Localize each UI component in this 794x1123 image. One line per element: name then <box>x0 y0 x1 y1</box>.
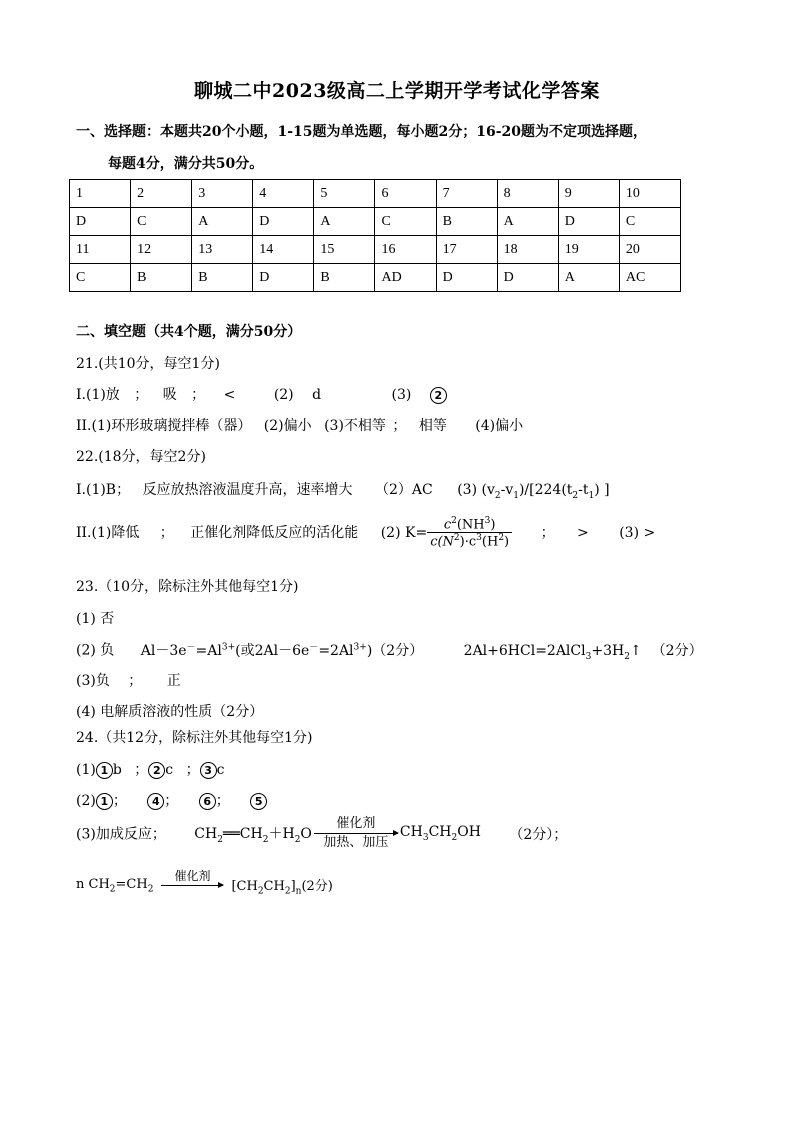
sup: 3+ <box>353 642 367 652</box>
question-number-cell: 6 <box>375 180 436 208</box>
q21-2-e: 相等 <box>418 418 447 434</box>
t: ] <box>290 878 296 894</box>
sub: 2 <box>147 884 154 895</box>
q22-2-b: ； <box>159 524 174 541</box>
circled-number: 1 <box>96 793 113 810</box>
answer-cell: C <box>375 208 436 236</box>
q22-2-e: ； <box>540 524 555 541</box>
sub: 2 <box>624 651 630 662</box>
q21-2-c: (3)不相等 <box>324 418 386 434</box>
sub: 2 <box>257 886 264 897</box>
q24-line-2 <box>76 790 267 810</box>
t: (或2Al－6e <box>235 642 310 659</box>
answer-cell: B <box>192 264 253 292</box>
question-number-cell: 13 <box>192 236 253 264</box>
sup: 3 <box>476 533 482 544</box>
t: （2分） <box>651 642 703 659</box>
sub: 2 <box>217 834 223 845</box>
q22-1-c: （2）AC <box>375 482 433 498</box>
sub: 2 <box>494 490 501 501</box>
sup: 2 <box>498 533 505 544</box>
question-number-cell: 4 <box>253 180 314 208</box>
q24-line-3 <box>76 816 567 851</box>
q21-1-b: ； <box>134 387 149 403</box>
q23-line-3 <box>76 670 181 690</box>
t: CH <box>428 824 452 841</box>
t: c <box>165 762 174 778</box>
question-number-cell: 5 <box>314 180 375 208</box>
t: [CH <box>231 878 258 894</box>
answer-cell: C <box>131 208 192 236</box>
q22-1-a: I.(1)B； <box>76 482 131 498</box>
arrow-spacer <box>161 887 223 903</box>
arrow-icon <box>161 885 223 886</box>
sup: － <box>309 642 319 652</box>
answer-cell: AC <box>619 264 680 292</box>
answer-cell: A <box>497 208 558 236</box>
t: ； <box>215 793 230 809</box>
t: O <box>300 825 312 842</box>
equilibrium-constant-fraction <box>427 516 512 550</box>
t: Al－3e <box>140 642 187 659</box>
question-number-cell: 12 <box>131 236 192 264</box>
sub: 2 <box>572 490 579 501</box>
q22-1-g-text: -t <box>578 482 589 498</box>
answer-cell: B <box>436 208 497 236</box>
t: ； <box>164 793 179 809</box>
question-number-row <box>70 236 681 264</box>
t: n CH <box>76 876 110 892</box>
q21-header: 21.(共10分，每空1分) <box>76 356 220 372</box>
sup: 3 <box>484 516 491 526</box>
q24-1-a: (1) <box>76 762 96 778</box>
question-number-cell: 10 <box>619 180 680 208</box>
polymerization-reactant <box>76 876 154 895</box>
ethene-hydration-equation <box>194 825 312 845</box>
section-1-line-2: 每题4分，满分共50分。 <box>108 156 264 172</box>
question-number-cell: 18 <box>497 236 558 264</box>
circled-number: 3 <box>200 762 217 779</box>
q21-line-2 <box>76 415 523 435</box>
q21-2-d: ； <box>392 418 407 434</box>
sub: 1 <box>588 490 595 501</box>
t: CH <box>399 824 423 841</box>
q22-2-a: II.(1)降低 <box>76 524 140 541</box>
q22-1-f-text: )/[224(t <box>518 482 573 498</box>
t: =2Al <box>318 642 354 659</box>
sub: 2 <box>294 834 301 845</box>
q21-1-a: I.(1)放 <box>76 387 120 403</box>
answer-row <box>70 264 681 292</box>
answer-cell: D <box>497 264 558 292</box>
q21-1-c: 吸 <box>162 387 177 403</box>
question-number-cell: 15 <box>314 236 375 264</box>
answer-cell: D <box>436 264 497 292</box>
q21-2-a: II.(1)环形玻璃搅拌棒（器） <box>76 418 252 434</box>
q21-1-e: < <box>223 387 236 403</box>
q21-line-1 <box>76 384 447 404</box>
sup: 3+ <box>221 642 236 652</box>
circled-number: 2 <box>148 762 165 779</box>
question-number-cell: 8 <box>497 180 558 208</box>
sup: 2 <box>451 516 457 526</box>
question-number-row <box>70 180 681 208</box>
t: CH <box>194 825 218 842</box>
circled-number: 5 <box>250 793 267 810</box>
q24-3-a: (3)加成反应； <box>76 826 166 843</box>
q21-1-h: (3) <box>391 387 412 403</box>
reaction-arrow <box>314 816 398 851</box>
question-number-cell: 14 <box>253 236 314 264</box>
q23-3-a: (3)负 <box>76 673 110 689</box>
circled-number: 2 <box>430 387 447 404</box>
den-rest: (H <box>481 534 499 550</box>
t: +3H <box>591 642 625 659</box>
den-end: ) <box>504 534 510 550</box>
q23-line-4: (4) 电解质溶液的性质（2分） <box>76 704 264 720</box>
num-c: c <box>443 517 452 533</box>
question-number-cell: 11 <box>70 236 131 264</box>
q22-2-c: 正催化剂降低反应的活化能 <box>190 524 359 541</box>
answer-cell: A <box>314 208 375 236</box>
q23-header: 23.（10分，除标注外其他每空1分) <box>76 579 299 595</box>
answer-cell: D <box>253 264 314 292</box>
q21-2-b: (2)偏小 <box>263 418 312 434</box>
q21-1-f: (2) <box>273 387 294 403</box>
circled-number: 4 <box>147 793 164 810</box>
sub: 1 <box>513 490 519 501</box>
sub: 3 <box>585 651 592 662</box>
t: b <box>112 762 122 778</box>
q23-line-1: (1) 否 <box>76 611 115 627</box>
q21-1-g: d <box>312 387 322 403</box>
t: ； <box>185 762 200 778</box>
fraction-numerator <box>427 516 512 533</box>
q22-1-d-text: (3) (v <box>457 482 495 498</box>
page-title: 聊城二中2023级高二上学期开学考试化学答案 <box>194 80 600 102</box>
answer-table <box>69 179 681 292</box>
t: (2分) <box>301 878 333 894</box>
t: ； <box>134 762 149 778</box>
t: CH <box>263 878 285 894</box>
q24-line-1 <box>76 759 224 779</box>
question-number-cell: 3 <box>192 180 253 208</box>
circled-number: 6 <box>199 793 216 810</box>
q22-header: 22.(18分，每空2分) <box>76 449 206 465</box>
question-number-cell: 17 <box>436 236 497 264</box>
t: OH <box>457 824 481 841</box>
answer-cell: B <box>314 264 375 292</box>
q23-equation <box>141 643 423 659</box>
q22-line-1 <box>76 479 610 501</box>
arrow-condition-top: 催化剂 <box>336 816 376 831</box>
section-2-heading: 二、填空题（共4个题，满分50分） <box>76 324 302 340</box>
polyethylene-product <box>231 878 333 897</box>
question-number-cell: 19 <box>558 236 619 264</box>
t: =Al <box>195 642 222 659</box>
question-number-cell: 20 <box>619 236 680 264</box>
question-number-cell: 7 <box>436 180 497 208</box>
q22-1-h-text: ) ] <box>594 482 610 498</box>
arrow-icon <box>314 833 398 834</box>
q22-line-2 <box>76 516 655 550</box>
q24-2-a: (2) <box>76 793 96 809</box>
t: ； <box>112 793 127 809</box>
answer-cell: AD <box>375 264 436 292</box>
sub: 2 <box>451 832 458 843</box>
q23-3-c: 正 <box>166 673 181 689</box>
den-mid: )·c <box>459 534 477 550</box>
sup: － <box>186 642 196 652</box>
q22-2-g: (3) > <box>619 524 656 541</box>
sub: 2 <box>109 884 116 895</box>
arrow-condition-bottom: 加热、加压 <box>323 835 389 850</box>
q23-reaction <box>463 642 703 662</box>
q24-header: 24.（共12分，除标注外其他每空1分) <box>76 730 313 746</box>
q23-line-2 <box>76 639 703 661</box>
q22-1-e-text: -v <box>500 482 514 498</box>
arrow-condition-top: 催化剂 <box>174 869 211 883</box>
t: ＋H <box>268 825 295 842</box>
t: =CH <box>115 876 148 892</box>
num-end: ) <box>490 517 496 533</box>
q22-1-d <box>457 482 610 501</box>
q23-2-a: (2) 负 <box>76 642 115 659</box>
answer-cell: D <box>253 208 314 236</box>
t: )（2分） <box>366 642 424 659</box>
q21-2-f: (4)偏小 <box>475 418 524 434</box>
q22-2-f: > <box>577 524 589 541</box>
q23-3-b: ； <box>128 673 143 689</box>
section-1-instructions <box>76 116 736 180</box>
answer-cell: A <box>192 208 253 236</box>
answer-cell: D <box>70 208 131 236</box>
up-arrow: ↑ <box>629 642 642 659</box>
fraction-denominator <box>427 533 512 549</box>
question-number-cell: 2 <box>131 180 192 208</box>
sup: 2 <box>453 533 460 544</box>
den-c: c(N <box>430 534 454 550</box>
answer-row <box>70 208 681 236</box>
q21-1-d: ； <box>191 387 206 403</box>
answer-cell: A <box>558 264 619 292</box>
question-number-cell: 1 <box>70 180 131 208</box>
sub: 2 <box>284 886 291 897</box>
answer-cell: C <box>70 264 131 292</box>
ethanol-product <box>399 824 481 843</box>
polymerization-arrow <box>161 868 223 903</box>
num-rest: (NH <box>456 517 485 533</box>
sub: n <box>295 886 302 897</box>
section-1-line-1: 一、选择题：本题共20个小题，1-15题为单选题，每小题2分；16-20题为不定项选择题， <box>76 124 648 140</box>
answer-cell: B <box>131 264 192 292</box>
answer-cell: D <box>558 208 619 236</box>
t: ══CH <box>222 825 263 842</box>
circled-number: 1 <box>96 762 113 779</box>
answer-cell: C <box>619 208 680 236</box>
q22-1-b: 反应放热溶液温度升高，速率增大 <box>142 482 353 498</box>
t: c <box>216 762 225 778</box>
q22-2-d: (2) K= <box>380 524 428 541</box>
q24-3-i: （2分）； <box>509 826 568 843</box>
t: 2Al+6HCl=2AlCl <box>463 642 586 659</box>
q24-line-4 <box>76 868 333 903</box>
sub: 3 <box>422 832 429 843</box>
question-number-cell: 16 <box>375 236 436 264</box>
sub: 2 <box>262 834 269 845</box>
question-number-cell: 9 <box>558 180 619 208</box>
